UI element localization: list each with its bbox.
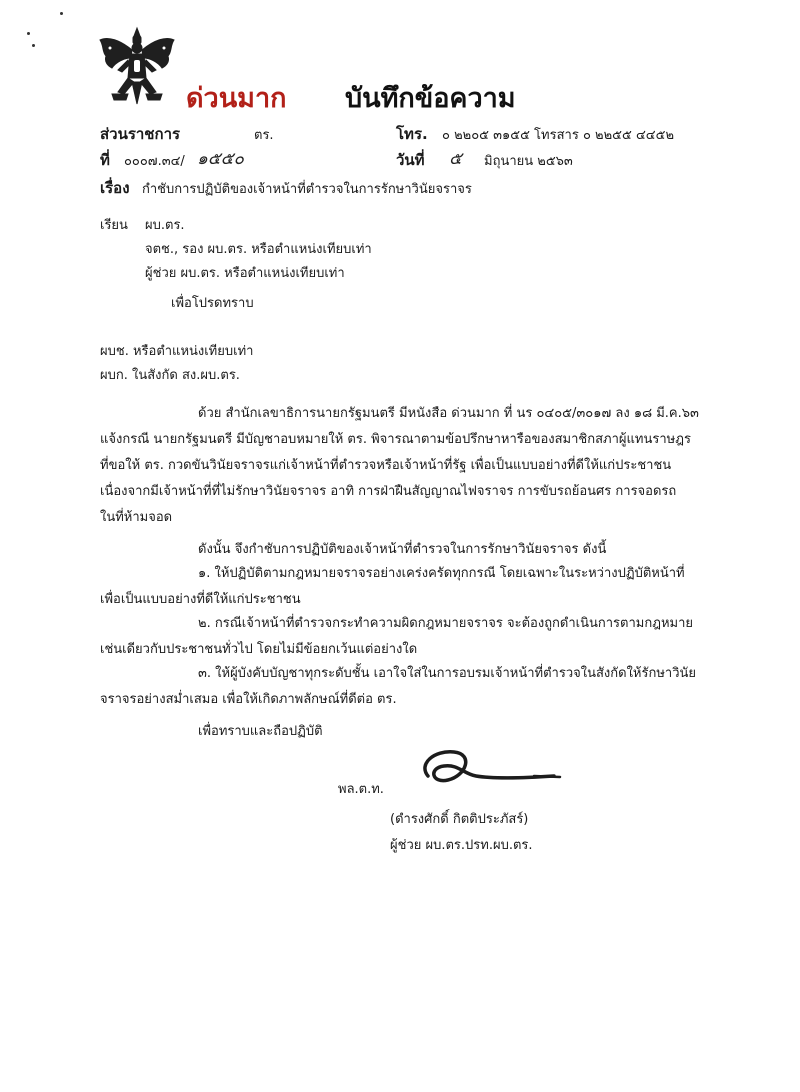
handwritten-signature [414, 746, 564, 794]
addressee-line: ผบ.ตร. [145, 218, 185, 233]
date-label: วันที่ [396, 151, 425, 169]
list-item-line: จราจรอย่างสม่ำเสมอ เพื่อให้เกิดภาพลักษณ์ที่ดีต่อ ตร. [100, 692, 397, 707]
reference-value: ๐๐๐๗.๓๔/ [124, 154, 185, 169]
closing-line: เพื่อทราบและถือปฏิบัติ [198, 724, 323, 739]
scan-speck [27, 32, 30, 35]
addressee-line: ผบก. ในสังกัด สง.ผบ.ตร. [100, 368, 240, 383]
signer-name: (ดำรงศักดิ์ กิตติประภัสร์) [390, 812, 529, 827]
salutation: เรียน [100, 218, 128, 233]
list-item-line: เพื่อเป็นแบบอย่างที่ดีให้แก่ประชาชน [100, 592, 301, 607]
body-line: เนื่องจากมีเจ้าหน้าที่ที่ไม่รักษาวินัยจราจร อาทิ การฝ่าฝืนสัญญาณไฟจราจร การขับรถย้อนศร การจอดรถ [100, 484, 677, 499]
subject-value: กำชับการปฏิบัติของเจ้าหน้าที่ตำรวจในการรักษาวินัยจราจร [142, 182, 472, 197]
document-title: บันทึกข้อความ [345, 83, 516, 114]
date-month-year: มิถุนายน ๒๕๖๓ [484, 154, 573, 169]
scan-speck [60, 12, 63, 15]
urgent-label: ด่วนมาก [186, 83, 287, 114]
addressee-line: จตช., รอง ผบ.ตร. หรือตำแหน่งเทียบเท่า [145, 242, 372, 257]
list-item-line: ๑. ให้ปฏิบัติตามกฎหมายจราจรอย่างเคร่งครัดทุกกรณี โดยเฉพาะในระหว่างปฏิบัติหน้าที่ [198, 566, 685, 581]
reference-label: ที่ [100, 151, 110, 169]
body-line: ด้วย สำนักเลขาธิการนายกรัฐมนตรี มีหนังสือ ด่วนมาก ที่ นร ๐๔๐๕/๓๐๑๗ ลง ๑๘ มี.ค.๖๓ [198, 406, 699, 421]
body-line: แจ้งกรณี นายกรัฐมนตรี มีบัญชาอบหมายให้ ตร. พิจารณาตามข้อปรึกษาหารือของสมาชิกสภาผู้แทนราษฎร [100, 432, 691, 447]
body-line: ที่ขอให้ ตร. กวดขันวินัยจราจรแก่เจ้าหน้าที่ตำรวจหรือเจ้าหน้าที่รัฐ เพื่อเป็นแบบอย่างที่ดีให้แก่ประชาชน [100, 458, 672, 473]
addressee-line: ผบช. หรือตำแหน่งเทียบเท่า [100, 344, 254, 359]
phone-value: ๐ ๒๒๐๕ ๓๑๕๕ โทรสาร ๐ ๒๒๕๕ ๔๔๕๒ [442, 128, 675, 143]
agency-label: ส่วนราชการ [100, 125, 181, 143]
body-line: ในที่ห้ามจอด [100, 510, 173, 525]
list-item-line: ๒. กรณีเจ้าหน้าที่ตำรวจกระทำความผิดกฎหมายจราจร จะต้องถูกดำเนินการตามกฎหมาย [198, 616, 694, 631]
subject-label: เรื่อง [100, 179, 130, 197]
date-day-handwritten: ๕ [449, 149, 462, 169]
phone-label: โทร. [396, 125, 428, 143]
list-item-line: เช่นเดียวกับประชาชนทั่วไป โดยไม่มีข้อยกเว้นแต่อย่างใด [100, 642, 418, 657]
addressee-line: ผู้ช่วย ผบ.ตร. หรือตำแหน่งเทียบเท่า [145, 266, 345, 281]
signer-position: ผู้ช่วย ผบ.ตร.ปรท.ผบ.ตร. [390, 838, 533, 853]
scan-speck [32, 44, 35, 47]
agency-value: ตร. [254, 128, 274, 143]
signer-rank: พล.ต.ท. [338, 782, 384, 797]
body-line: ดังนั้น จึงกำชับการปฏิบัติของเจ้าหน้าที่ตำรวจในการรักษาวินัยจราจร ดังนี้ [198, 542, 607, 557]
reference-handwritten-number: ๑๕๕๐ [197, 149, 244, 169]
list-item-line: ๓. ให้ผู้บังคับบัญชาทุกระดับชั้น เอาใจใส่ในการอบรมเจ้าหน้าที่ตำรวจในสังกัดให้รักษาวินัย [198, 666, 697, 681]
addressee-purpose: เพื่อโปรดทราบ [171, 296, 254, 311]
garuda-emblem-icon [98, 26, 176, 106]
